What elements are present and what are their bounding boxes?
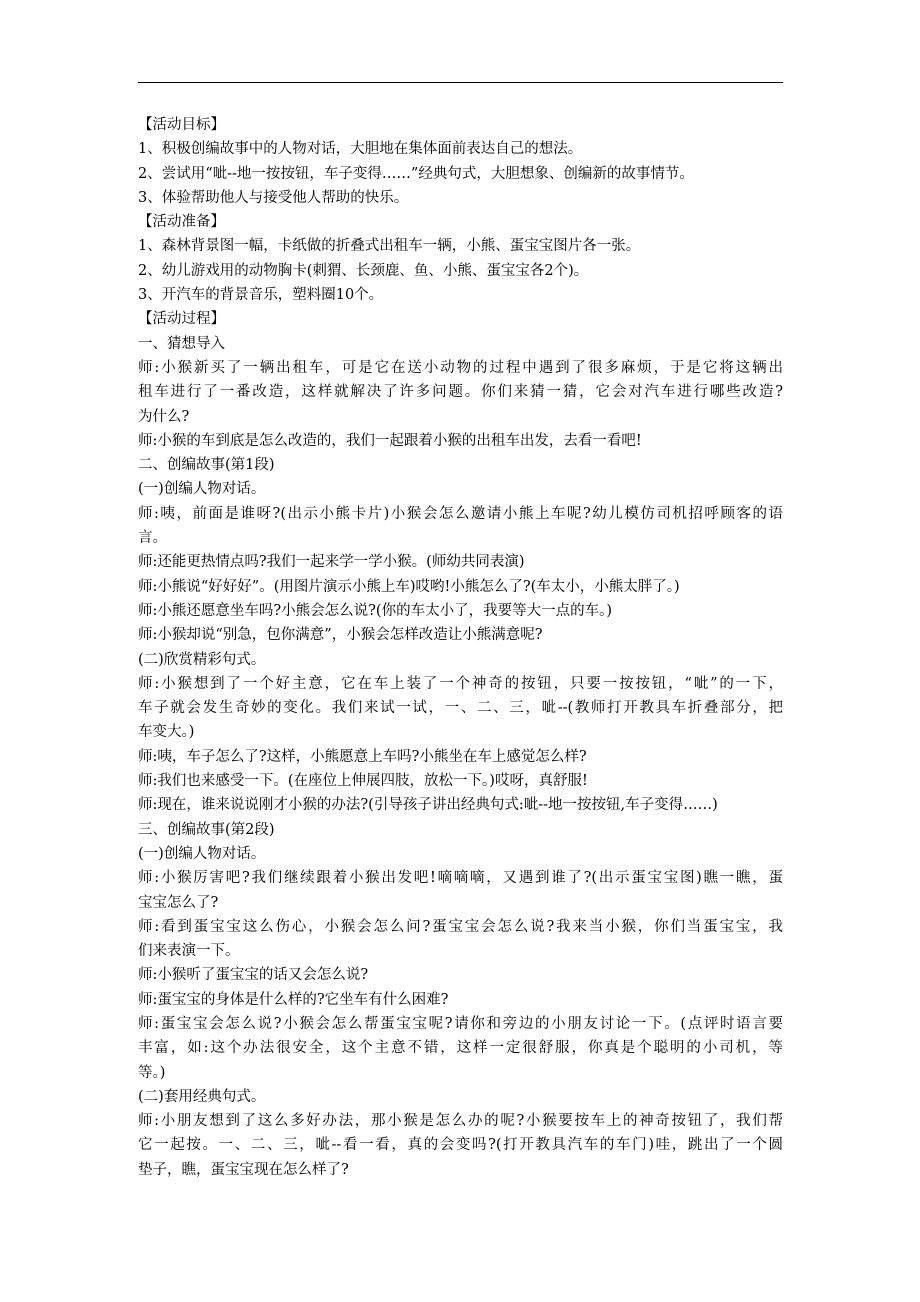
process-line: 师:小猴听了蛋宝宝的话又会怎么说? xyxy=(138,967,369,984)
process-line: 师:小猴想到了一个好主意，它在车上装了一个神奇的按钮，只要一按按钮，“呲”的一下， xyxy=(138,675,783,692)
process-line: 垫子，瞧，蛋宝宝现在怎么样了? xyxy=(138,1161,349,1178)
section-heading-goals: 【活动目标】 xyxy=(138,117,225,133)
process-line: 言。 xyxy=(138,530,167,547)
process-line: 师:小猴却说“别急，包你满意”，小猴会怎样改造让小熊满意呢? xyxy=(138,627,543,644)
process-line: 丰富，如:这个办法很安全，这个主意不错，这样一定很舒服，你真是个聪明的小司机，等 xyxy=(138,1040,783,1057)
section-heading-process: 【活动过程】 xyxy=(138,311,225,328)
process-line: 师:小熊说“好好好”。(用图片演示小熊上车)哎哟!小熊怎么了?(车太小，小熊太胖了。) xyxy=(138,578,680,595)
preparation-item: 2、幼儿游戏用的动物胸卡(刺猬、长颈鹿、鱼、小熊、蛋宝宝各2个)。 xyxy=(138,262,589,279)
goal-item: 1、积极创编故事中的人物对话，大胆地在集体面前表达自己的想法。 xyxy=(138,141,583,158)
process-line: 们来表演一下。 xyxy=(138,943,240,960)
process-line: 师:现在，谁来说说刚才小猴的办法?(引导孩子讲出经典句式:呲--地一按按钮,车子变得……) xyxy=(138,797,718,814)
process-line: 等。) xyxy=(138,1064,166,1081)
preparation-item: 3、开汽车的背景音乐，塑料圈10个。 xyxy=(138,287,384,304)
process-line: 师:蛋宝宝的身体是什么样的?它坐车有什么困难? xyxy=(138,991,449,1008)
process-line: 师:小猴的车到底是怎么改造的，我们一起跟着小猴的出租车出发，去看一看吧! xyxy=(138,432,642,449)
process-line: 师:小熊还愿意坐车吗?小熊会怎么说?(你的车太小了，我要等大一点的车。) xyxy=(138,602,612,619)
process-line: 车变大。) xyxy=(138,724,195,741)
document-body xyxy=(138,113,783,1182)
process-subheading: 一、猜想导入 xyxy=(138,335,225,352)
section-heading-preparation: 【活动准备】 xyxy=(138,214,225,231)
header-rule xyxy=(138,82,783,83)
process-line: 车子就会发生奇妙的变化。我们来试一试，一、二、三，呲--(教师打开教具车折叠部分，把 xyxy=(138,700,783,717)
process-line: 它一起按。一、二、三，呲--看一看，真的会变吗?(打开教具汽车的车门)哇，跳出了一个圆 xyxy=(138,1137,783,1154)
process-line: 师:小朋友想到了这么多好办法，那小猴是怎么办的呢?小猴要按车上的神奇按钮了，我们帮 xyxy=(138,1113,783,1130)
process-subheading: 二、创编故事(第1段) xyxy=(138,457,275,474)
process-subheading: 三、创编故事(第2段) xyxy=(138,821,275,838)
process-line: 师:我们也来感受一下。(在座位上伸展四肢，放松一下。)哎呀，真舒服! xyxy=(138,773,588,790)
process-line: 租车进行了一番改造，这样就解决了许多问题。你们来猜一猜，它会对汽车进行哪些改造? xyxy=(138,384,783,401)
process-line: 师:蛋宝宝会怎么说?小猴会怎么帮蛋宝宝呢?请你和旁边的小朋友讨论一下。(点评时语言要 xyxy=(138,1015,783,1032)
process-line: 师:咦，前面是谁呀?(出示小熊卡片)小猴会怎么邀请小熊上车呢?幼儿模仿司机招呼顾客的语 xyxy=(138,505,783,522)
process-line: 师:还能更热情点吗?我们一起来学一学小猴。(师幼共同表演) xyxy=(138,554,525,571)
goal-item: 3、体验帮助他人与接受他人帮助的快乐。 xyxy=(138,189,409,206)
goal-item: 2、尝试用“呲--地一按按钮，车子变得……”经典句式，大胆想象、创编新的故事情节。 xyxy=(138,165,694,182)
process-line: 师:咦，车子怎么了?这样，小熊愿意上车吗?小熊坐在车上感觉怎么样? xyxy=(138,748,587,765)
process-line: 师:小猴新买了一辆出租车，可是它在送小动物的过程中遇到了很多麻烦，于是它将这辆出 xyxy=(138,359,783,376)
process-subheading: (一)创编人物对话。 xyxy=(138,481,266,498)
preparation-item: 1、森林背景图一幅，卡纸做的折叠式出租车一辆，小熊、蛋宝宝图片各一张。 xyxy=(138,238,641,255)
process-subheading: (一)创编人物对话。 xyxy=(138,845,266,862)
process-line: 宝宝怎么了? xyxy=(138,894,219,911)
process-subheading: (二)套用经典句式。 xyxy=(138,1088,266,1105)
process-line: 为什么? xyxy=(138,408,190,425)
process-subheading: (二)欣赏精彩句式。 xyxy=(138,651,266,668)
process-line: 师:小猴厉害吧?我们继续跟着小猴出发吧!嘀嘀嘀，又遇到谁了?(出示蛋宝宝图)瞧一瞧，蛋 xyxy=(138,870,783,887)
process-line: 师:看到蛋宝宝这么伤心，小猴会怎么问?蛋宝宝会怎么说?我来当小猴，你们当蛋宝宝，我 xyxy=(138,918,783,935)
